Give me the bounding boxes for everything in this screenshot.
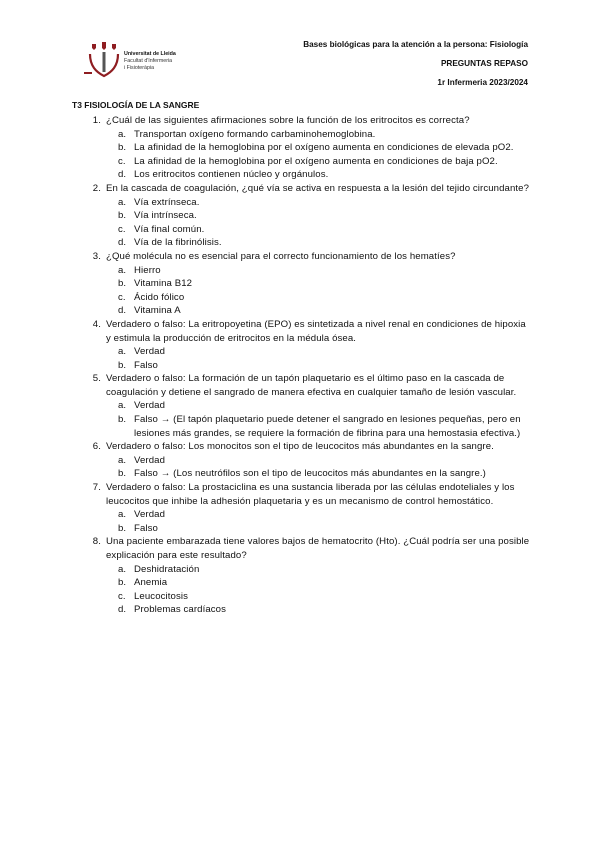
option-text: Anemia (134, 577, 168, 589)
answer-option (72, 522, 530, 536)
answer-option (72, 277, 530, 291)
option-letter: d. (118, 237, 127, 249)
answer-option (72, 467, 530, 481)
logo-line-3: i Fisioteràpia (124, 65, 155, 71)
question-8 (72, 535, 530, 562)
option-letter: a. (118, 196, 127, 208)
answer-option (72, 399, 530, 413)
option-text: Vitamina A (134, 305, 181, 317)
option-text: Verdad (134, 400, 166, 412)
question-number: 3. (92, 250, 101, 262)
answer-option (72, 291, 530, 305)
option-text: Transportan oxígeno formando carbaminohemoglobina. (134, 128, 376, 140)
question-text: Verdadero o falso: Los monocitos son el tipo de leucocitos más abundantes en la sangre. (106, 441, 494, 453)
option-text: Falso (134, 359, 158, 371)
header-doc-type: PREGUNTAS REPASO (440, 59, 528, 68)
question-5 (72, 372, 530, 399)
option-text: Vitamina B12 (134, 278, 193, 290)
option-letter: c. (118, 590, 126, 602)
question-6 (72, 440, 530, 454)
option-letter: a. (118, 454, 127, 466)
option-letter: a. (118, 509, 127, 521)
answer-option (72, 345, 530, 359)
question-number: 4. (92, 318, 101, 330)
question-number: 1. (92, 115, 101, 126)
option-letter: a. (118, 264, 127, 276)
question-text: ¿Cuál de las siguientes afirmaciones sobre la función de los eritrocitos es correcta? (106, 115, 470, 126)
question-text: ¿Qué molécula no es esencial para el correcto funcionamiento de los hematíes? (106, 250, 456, 262)
option-text: Problemas cardíacos (134, 604, 227, 616)
answer-option (72, 236, 530, 250)
answer-option (72, 264, 530, 278)
logo-line-2: Facultat d'Infermeria (124, 58, 173, 64)
question-text: En la cascada de coagulación, ¿qué vía se activa en respuesta a la lesión del tejido circundante? (106, 182, 530, 194)
option-text: Falso (134, 522, 158, 534)
option-letter: c. (118, 291, 126, 303)
answer-option (72, 603, 530, 617)
question-number: 2. (92, 182, 101, 194)
question-text: Verdadero o falso: La prostaciclina es una sustancia liberada por las células endoteliales y los leucocitos que inhibe la adhesión plaquetaria y es un mecanismo de control hemostático. (106, 482, 515, 507)
answer-option (72, 196, 530, 210)
answer-option (72, 168, 530, 182)
option-letter: c. (118, 223, 126, 235)
answer-option (72, 304, 530, 318)
option-letter: b. (118, 278, 127, 290)
option-text: Verdad (134, 454, 166, 466)
option-text: Falso → (Los neutrófilos son el tipo de leucocitos más abundantes en la sangre.) (134, 468, 486, 480)
question-number: 6. (92, 441, 101, 453)
option-letter: d. (118, 169, 127, 181)
option-letter: a. (118, 563, 127, 575)
question-1 (72, 114, 530, 128)
answer-option (72, 454, 530, 468)
option-text: Verdad (134, 509, 166, 521)
option-letter: a. (118, 400, 127, 412)
answer-option (72, 508, 530, 522)
question-7 (72, 481, 530, 508)
option-text: Hierro (134, 264, 161, 276)
answer-option (72, 223, 530, 237)
header-subject: Bases biológicas para la atención a la persona: Fisiología (303, 40, 528, 49)
answer-option (72, 141, 530, 155)
option-letter: b. (118, 414, 127, 426)
option-letter: a. (118, 128, 127, 140)
option-letter: d. (118, 604, 127, 616)
answer-option (72, 413, 530, 440)
question-text: Una paciente embarazada tiene valores bajos de hematocrito (Hto). ¿Cuál podría ser una posible explicación para este resultado? (106, 536, 530, 561)
question-text: Verdadero o falso: La eritropoyetina (EPO) es sintetizada a nivel renal en condiciones de hipoxia y estimula la producción de eritrocitos en la médula ósea. (106, 318, 526, 344)
option-letter: b. (118, 359, 127, 371)
question-number: 5. (92, 373, 101, 385)
option-text: Deshidratación (134, 563, 200, 575)
option-letter: b. (118, 577, 127, 589)
question-number: 7. (92, 482, 101, 494)
section-title: T3 FISIOLOGÍA DE LA SANGRE (72, 100, 200, 110)
answer-option (72, 209, 530, 223)
option-text: Los eritrocitos contienen núcleo y orgánulos. (134, 169, 329, 181)
answer-option (72, 563, 530, 577)
header-course: 1r Infermeria 2023/2024 (437, 78, 528, 87)
option-text: La afinidad de la hemoglobina por el oxígeno aumenta en condiciones de baja pO2. (134, 155, 498, 167)
option-text: Ácido fólico (134, 291, 185, 303)
question-number: 8. (92, 536, 101, 548)
answer-option (72, 155, 530, 169)
option-text: Vía intrínseca. (134, 210, 197, 222)
option-text: Vía de la fibrinólisis. (134, 237, 222, 249)
question-2 (72, 182, 530, 196)
option-text: Vía final común. (134, 223, 205, 235)
option-letter: b. (118, 468, 127, 480)
logo-line-1: Universitat de Lleida (124, 51, 176, 57)
option-letter: d. (118, 305, 127, 317)
university-crest-icon (82, 42, 122, 78)
answer-option (72, 576, 530, 590)
question-list (72, 114, 530, 617)
option-letter: b. (118, 142, 127, 154)
option-text: Falso → (El tapón plaquetario puede detener el sangrado en lesiones pequeñas, pero en lesiones más grandes, se requiere la formación de fibrina para una hemostasia efectiva.) (134, 414, 521, 439)
option-letter: b. (118, 210, 127, 222)
option-letter: c. (118, 155, 126, 167)
question-3 (72, 250, 530, 264)
question-4 (72, 318, 530, 345)
university-logo (82, 42, 192, 76)
answer-option (72, 359, 530, 373)
option-letter: b. (118, 522, 127, 534)
question-text: Verdadero o falso: La formación de un tapón plaquetario es el último paso en la cascada de coagulación y detiene el sangrado de manera efectiva en cualquier tamaño de lesión vascular. (106, 373, 517, 398)
answer-option (72, 590, 530, 604)
option-letter: a. (118, 346, 127, 358)
option-text: Vía extrínseca. (134, 196, 200, 208)
option-text: Leucocitosis (134, 590, 188, 602)
option-text: Verdad (134, 346, 166, 358)
option-text: La afinidad de la hemoglobina por el oxígeno aumenta en condiciones de elevada pO2. (134, 142, 514, 154)
answer-option (72, 128, 530, 142)
